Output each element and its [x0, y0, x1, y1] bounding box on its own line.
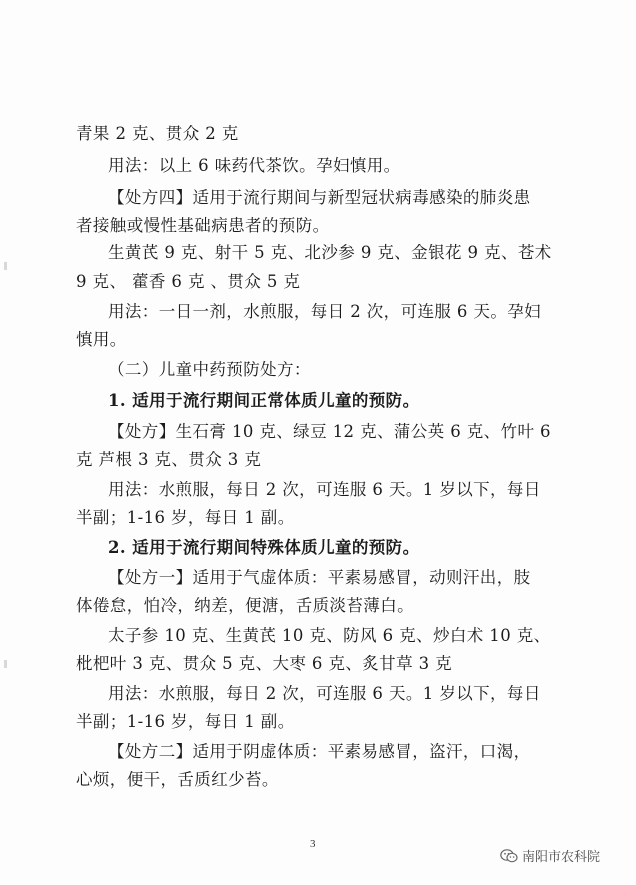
- text-line: 枇杷叶 3 克、贯众 5 克、大枣 6 克、炙甘草 3 克: [76, 654, 453, 673]
- text-line: 心烦，便干，舌质红少苔。: [76, 770, 279, 789]
- subsection-heading: 1. 适用于流行期间正常体质儿童的预防。: [108, 391, 420, 410]
- text-line: 半副；1-16 岁，每日 1 副。: [76, 508, 295, 527]
- text-line: 【处方】生石膏 10 克、绿豆 12 克、蒲公英 6 克、竹叶 6: [108, 422, 551, 441]
- text-line: 体倦怠，怕冷，纳差，便溏，舌质淡苔薄白。: [76, 596, 414, 615]
- text-line: 青果 2 克、贯众 2 克: [76, 124, 239, 143]
- text-line: 用法：以上 6 味药代茶饮。孕妇慎用。: [108, 156, 401, 175]
- text-line: 生黄芪 9 克、射干 5 克、北沙参 9 克、金银花 9 克、苍术: [108, 243, 552, 262]
- text-line: 【处方二】适用于阴虚体质：平素易感冒，盗汗，口渴，: [108, 742, 531, 761]
- scan-artifact: [4, 660, 7, 668]
- text-line: 用法：一日一剂，水煎服，每日 2 次，可连服 6 天。孕妇: [108, 302, 542, 321]
- text-line: 用法：水煎服，每日 2 次，可连服 6 天。1 岁以下，每日: [108, 684, 541, 703]
- text-line: 半副；1-16 岁，每日 1 副。: [76, 712, 295, 731]
- text-line: 慎用。: [76, 330, 127, 349]
- text-line: 用法：水煎服，每日 2 次，可连服 6 天。1 岁以下，每日: [108, 480, 541, 499]
- text-line: 太子参 10 克、生黄芪 10 克、防风 6 克、炒白术 10 克、: [108, 626, 551, 645]
- watermark-text: 南阳市农科院: [522, 850, 601, 865]
- page-number: 3: [310, 838, 316, 850]
- text-line: 9 克、 藿香 6 克 、贯众 5 克: [76, 272, 301, 291]
- section-heading: （二）儿童中药预防处方：: [108, 360, 311, 379]
- text-line: 【处方四】适用于流行期间与新型冠状病毒感染的肺炎患: [108, 188, 531, 207]
- scan-artifact: [4, 262, 7, 270]
- text-line: 【处方一】适用于气虚体质：平素易感冒，动则汗出，肢: [108, 568, 531, 587]
- watermark: [500, 846, 600, 865]
- text-line: 者接触或慢性基础病患者的预防。: [76, 216, 330, 235]
- subsection-heading: 2. 适用于流行期间特殊体质儿童的预防。: [108, 538, 420, 557]
- text-line: 克 芦根 3 克、贯众 3 克: [76, 450, 262, 469]
- wechat-icon: [500, 848, 518, 864]
